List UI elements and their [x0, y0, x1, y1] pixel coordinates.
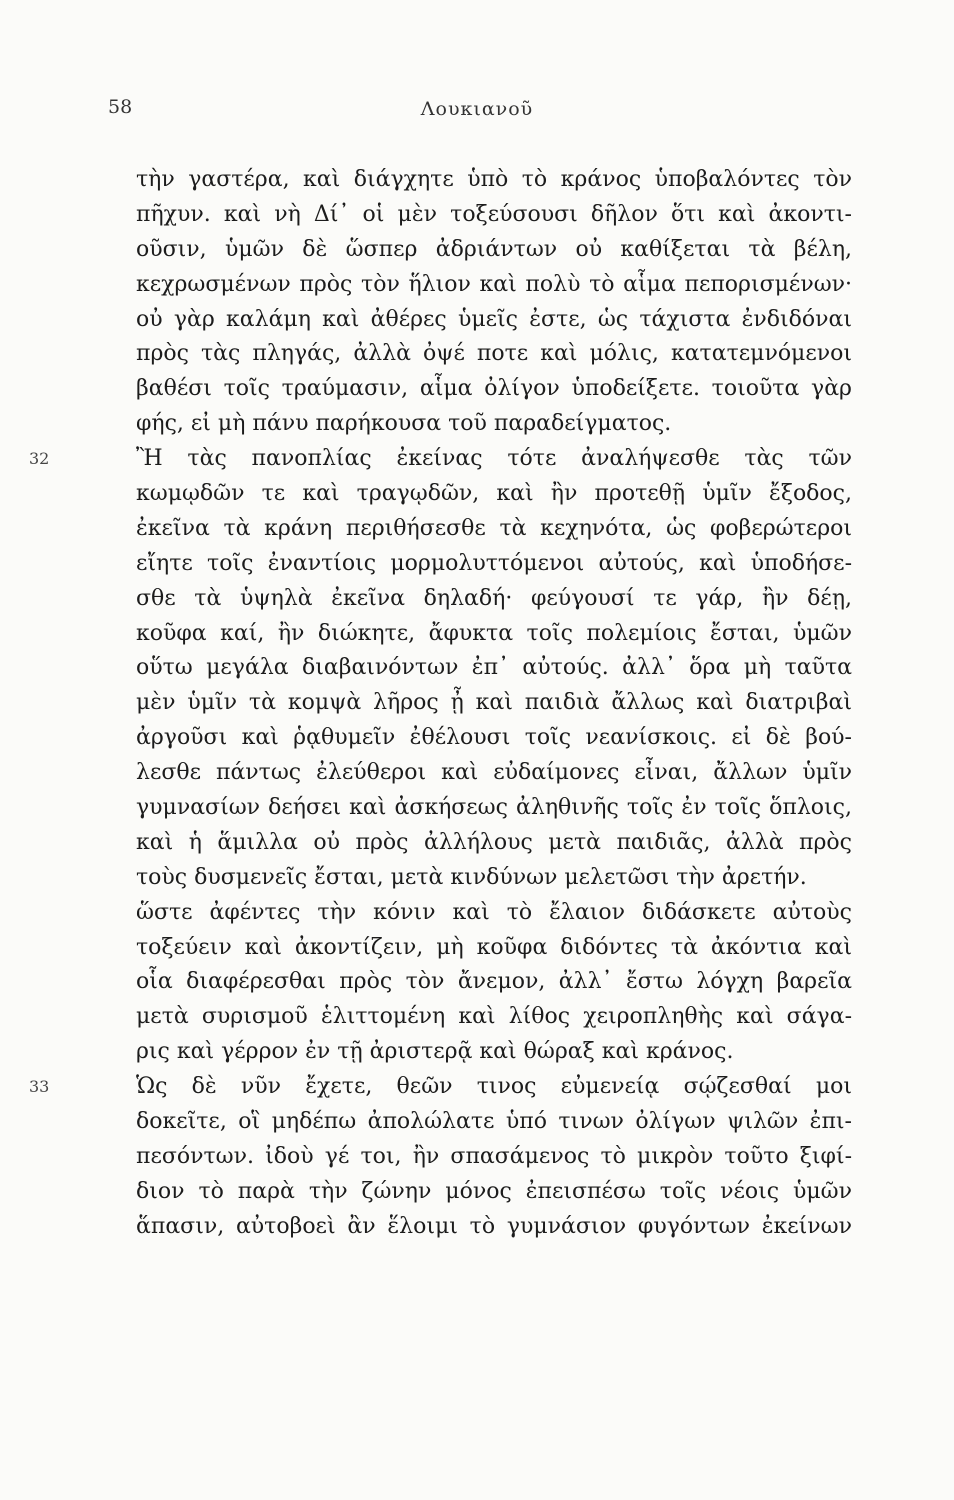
text-line	[136, 582, 852, 617]
text-line	[136, 303, 852, 338]
line-text: οὐ γὰρ καλάμη καὶ ἀθέρες ὑμεῖς ἐστε, ὡς τάχιστα ἐνδιδόναι	[136, 306, 852, 332]
line-text: πρὸς τὰς πληγάς, ἀλλὰ ὀψέ ποτε καὶ μόλις, κατατεμνόμενοι	[136, 341, 852, 367]
text-line	[136, 337, 852, 372]
text-line	[136, 617, 852, 652]
line-text: τὴν γαστέρα, καὶ διάγχητε ὑπὸ τὸ κράνος ὑποβαλόντες τὸν	[136, 167, 852, 192]
line-text: μετὰ συρισμοῦ ἑλιττομένη καὶ λίθος χειροπληθὴς καὶ σάγα-	[136, 1004, 852, 1030]
text-line	[136, 477, 852, 512]
text-line	[136, 372, 852, 407]
text-line	[136, 1105, 852, 1140]
line-text: μὲν ὑμῖν τὰ κομψὰ λῆρος ᾖ καὶ παιδιὰ ἄλλως καὶ διατριβαὶ	[136, 690, 852, 716]
text-line	[136, 233, 852, 268]
line-text: φής, εἰ μὴ πάνυ παρήκουσα τοῦ παραδείγματος.	[136, 411, 672, 437]
text-line	[136, 651, 852, 686]
text-line	[136, 1035, 852, 1070]
line-text: πῆχυν. καὶ νὴ Δί᾽ οἱ μὲν τοξεύσουσι δῆλον ὅτι καὶ ἀκοντι-	[136, 201, 852, 227]
line-text: σθε τὰ ὑψηλὰ ἐκεῖνα δηλαδή· φεύγουσί τε γάρ, ἢν δέῃ,	[136, 585, 852, 611]
text-line	[29, 442, 852, 477]
line-text: κοῦφα καί, ἢν διώκητε, ἄφυκτα τοῖς πολεμίοις ἔσται, ὑμῶν	[136, 620, 852, 646]
line-text: ἐκεῖνα τὰ κράνη περιθήσεσθε τὰ κεχηνότα, ὡς φοβερώτεροι	[136, 515, 852, 541]
text-line	[136, 198, 852, 233]
text-line	[136, 512, 852, 547]
text-line	[136, 826, 852, 861]
line-text: ἅπασιν, αὐτοβοεὶ ἂν ἕλοιμι τὸ γυμνάσιον φυγόντων ἐκείνων	[136, 1213, 852, 1239]
line-text: Ἢ τὰς πανοπλίας ἐκείνας τότε ἀναλήψεσθε τὰς τῶν	[136, 446, 852, 472]
body-text	[29, 163, 852, 1245]
line-text: οἷα διαφέρεσθαι πρὸς τὸν ἄνεμον, ἀλλ᾽ ἔστω λόγχη βαρεῖα	[136, 969, 852, 995]
text-line	[136, 965, 852, 1000]
text-line	[136, 686, 852, 721]
text-line	[136, 1140, 852, 1175]
line-text: κεχρωσμένων πρὸς τὸν ἥλιον καὶ πολὺ τὸ αἷμα πεπορισμένων·	[136, 271, 852, 297]
text-line	[136, 791, 852, 826]
text-line	[136, 163, 852, 198]
section-number: 33	[29, 1077, 50, 1097]
text-line	[136, 1210, 852, 1245]
text-line	[136, 931, 852, 966]
text-line	[136, 896, 852, 931]
line-text: ὥστε ἀφέντες τὴν κόνιν καὶ τὸ ἔλαιον διδάσκετε αὐτοὺς	[136, 899, 852, 925]
line-text: γυμνασίων δεήσει καὶ ἀσκήσεως ἀληθινῆς τοῖς ἐν τοῖς ὅπλοις,	[136, 795, 852, 821]
line-text: τοὺς δυσμενεῖς ἔσται, μετὰ κινδύνων μελετῶσι τὴν ἀρετήν.	[136, 864, 807, 890]
text-line	[136, 721, 852, 756]
line-text: οῦσιν, ὑμῶν δὲ ὥσπερ ἀδριάντων οὐ καθίξεται τὰ βέλη,	[136, 236, 852, 262]
line-text: διον τὸ παρὰ τὴν ζώνην μόνος ἐπεισπέσω τοῖς νέοις ὑμῶν	[136, 1178, 852, 1204]
line-text: τοξεύειν καὶ ἀκοντίζειν, μὴ κοῦφα διδόντες τὰ ἀκόντια καὶ	[136, 934, 852, 960]
line-text: καὶ ἡ ἅμιλλα οὐ πρὸς ἀλλήλους μετὰ παιδιᾶς, ἀλλὰ πρὸς	[136, 829, 852, 855]
text-line	[136, 756, 852, 791]
line-text: λεσθε πάντως ἐλεύθεροι καὶ εὐδαίμονες εἶναι, ἄλλων ὑμῖν	[136, 760, 852, 786]
line-text: κωμῳδῶν τε καὶ τραγῳδῶν, καὶ ἢν προτεθῇ ὑμῖν ἔξοδος,	[136, 481, 852, 507]
line-text: ρις καὶ γέρρον ἐν τῇ ἀριστερᾷ καὶ θώραξ καὶ κράνος.	[136, 1039, 734, 1065]
text-line	[136, 1000, 852, 1035]
text-line	[136, 547, 852, 582]
line-text: δοκεῖτε, οἳ μηδέπω ἀπολώλατε ὑπό τινων ὀλίγων ψιλῶν ἐπι-	[136, 1109, 852, 1135]
text-line	[136, 1175, 852, 1210]
line-text: ἀργοῦσι καὶ ῥᾳθυμεῖν ἐθέλουσι τοῖς νεανίσκοις. εἰ δὲ βού-	[136, 725, 852, 751]
text-line	[136, 861, 852, 896]
text-line	[136, 268, 852, 303]
text-line	[136, 407, 852, 442]
page-number: 58	[108, 96, 133, 118]
line-text: βαθέσι τοῖς τραύμασιν, αἷμα ὀλίγον ὑποδείξετε. τοιοῦτα γὰρ	[136, 376, 852, 402]
line-text: εἴητε τοῖς ἐναντίοις μορμολυττόμενοι αὐτούς, καὶ ὑποδήσε-	[136, 550, 852, 576]
section-number: 32	[29, 449, 50, 469]
line-text: πεσόντων. ἰδοὺ γέ τοι, ἢν σπασάμενος τὸ μικρὸν τοῦτο ξιφί-	[136, 1143, 852, 1169]
line-text: οὕτω μεγάλα διαβαινόντων ἐπ᾽ αὐτούς. ἀλλ᾽ ὅρα μὴ ταῦτα	[136, 655, 852, 681]
text-line	[29, 1070, 852, 1105]
line-text: Ὡς δὲ νῦν ἔχετε, θεῶν τινος εὐμενείᾳ σῴζεσθαί μοι	[136, 1074, 852, 1100]
running-title: Λουκιανοῦ	[420, 98, 534, 120]
page-header	[0, 96, 954, 126]
